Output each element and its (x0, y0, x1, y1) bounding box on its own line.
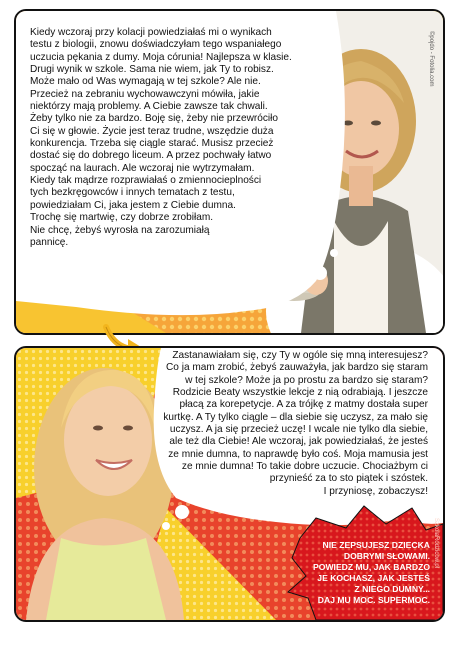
mother-monologue: Kiedy wczoraj przy kolacji powiedziałaś mi o wynikach testu z biologii, znowu doświadczyłam tego wspaniałego uczucia pękania z dumy. Moja córunia! Najlepsza w klasie. Drugi wynik w szkole. Sama nie wiem, jak Ty to robisz. Może mało od Was wymagają w tej szkole? Ale nie. Przecież na zebraniu wychowawczyni mówiła, jakie niektórzy mają problemy. A Ciebie zawsze tak chwali. Żeby tylko nie za bardzo. Boję się, żeby nie przewróciło Ci się w głowie. Życie jest teraz trudne, wszędzie duża konkurencja. Trzeba się ciągle starać. Musisz przecież dostać się do dobrego liceum. A przez pochwały łatwo spocząć na laurach. Ale wczoraj nie wytrzymałam. Kiedy tak mądrze rozprawiałaś o zmiennocieplności tych bezkręgowców i innych tematach z testu, powiedziałam Ci, jaka jestem z Ciebie dumna. Trochę się martwię, czy dobrze zrobiłam. Nie chcę, żebyś wyrosła na zarozumiałą pannicę. (30, 27, 292, 248)
photo-credit: ©pojdo - Fotolia.com (428, 31, 434, 87)
daughter-monologue: Zastanawiałam się, czy Ty w ogóle się mną interesujesz? Co ja mam zrobić, żebyś zauważyła, jak bardzo się staram w tej szkole? Może ja po prostu za bardzo się staram? Rodzicie Beaty wszystkie lekcje z nią odrabiają. I jeszcze płacą za korepetycje. A za trójkę z matmy dostała super kurtkę. A Ty tylko ciągle – dla siebie się uczysz, za mało się uczysz. A ja się przecież uczę! I wcale nie tylko dla siebie, ale też dla Ciebie! Ale wczoraj, jak powiedziałaś, że jesteś ze mnie dumna, to naprawdę było coś. Moja mamusia jest ze mnie dumna! To takie dobre uczucie. Chociażbym ci przynieść za to sto piątek i szóstek. I przyniosę, zobaczysz! (163, 350, 428, 497)
site-credit: SzkolaRodzicow.pl (433, 518, 439, 569)
callout-text: NIE ZEPSUJESZ DZIECKA DOBRYMI SŁOWAMI. POWIEDZ MU, JAK BARDZO JE KOCHASZ, JAK JESTEŚ Z NIEGO DUMNY... DAJ MU MOC. SUPERMOC. (313, 540, 430, 605)
comic-panel-daughter (14, 346, 445, 622)
comic-panel-mother (14, 9, 445, 335)
